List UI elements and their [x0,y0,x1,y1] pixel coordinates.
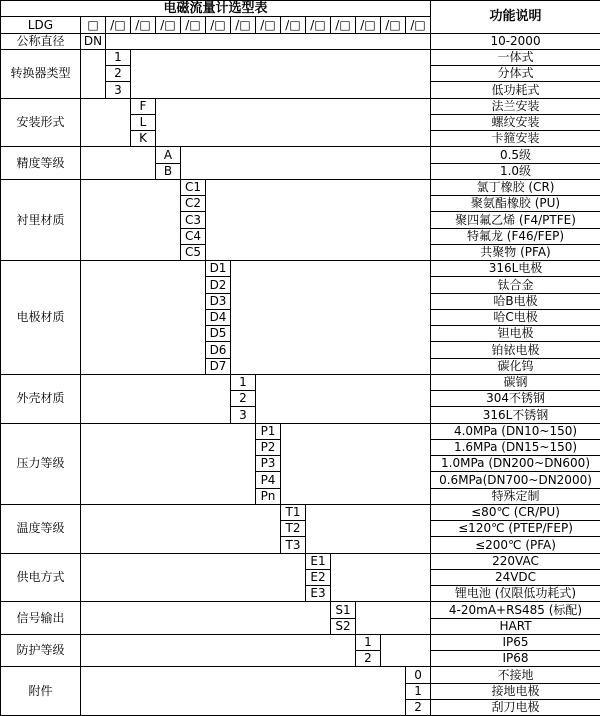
option-code-cell: E3 [306,586,331,602]
function-desc-cell: 特殊定制 [431,488,600,504]
empty-right-area [256,374,431,423]
table-body [1,1,600,716]
empty-right-area [231,261,431,375]
function-desc-cell: HART [431,618,600,634]
table-row [1,261,600,277]
category-label: 公称直径 [1,33,81,49]
function-desc-cell: 0.6MPa(DN700~DN2000) [431,472,600,488]
empty-left-area [81,261,206,375]
function-desc-cell: 特氟龙 (F46/FEP) [431,228,600,244]
option-code-cell: C1 [181,179,206,195]
category-label: 精度等级 [1,147,81,180]
option-code-cell: 1 [356,634,381,650]
option-code-cell: 0 [406,667,431,683]
function-desc-cell: 氯丁橡胶 (CR) [431,179,600,195]
option-code-cell: K [131,131,156,147]
category-label: 附件 [1,667,81,716]
option-code-cell: D6 [206,342,231,358]
function-desc-cell: 法兰安装 [431,98,600,114]
category-label: 信号输出 [1,602,81,635]
function-desc-cell: 1.6MPa (DN15~150) [431,439,600,455]
function-desc-cell: 10-2000 [431,33,600,49]
empty-right-area [281,423,431,504]
empty-left-area [81,423,256,504]
model-slot-box: /□ [156,17,181,33]
function-desc-cell: ≤200℃ (PFA) [431,537,600,553]
option-code-cell: DN [81,33,106,49]
option-code-cell: 2 [106,66,131,82]
model-slot-box: /□ [256,17,281,33]
function-desc-cell: 接地电极 [431,683,600,699]
empty-right-area [356,602,431,635]
table-row [1,553,600,569]
function-desc-cell: 0.5级 [431,147,600,163]
option-code-cell: P3 [256,456,281,472]
option-code-cell: Pn [256,488,281,504]
table-row [1,634,600,650]
empty-left-area [81,667,406,716]
function-desc-cell: 钽电极 [431,326,600,342]
model-slot-box: /□ [206,17,231,33]
category-label: 转换器类型 [1,49,81,98]
category-label: 防护等级 [1,634,81,667]
category-label: 压力等级 [1,423,81,504]
option-code-cell: 2 [231,391,256,407]
table-row [1,98,600,114]
function-column-header: 功能说明 [431,1,600,34]
function-desc-cell: 316L电极 [431,261,600,277]
model-slot-box: /□ [131,17,156,33]
option-code-cell: T2 [281,521,306,537]
category-label: 外壳材质 [1,374,81,423]
option-code-cell: C4 [181,228,206,244]
empty-right-area [156,98,431,147]
option-code-cell: S2 [331,618,356,634]
empty-right-area [131,49,431,98]
table-row [1,179,600,195]
function-desc-cell: 哈B电极 [431,293,600,309]
model-slot-box: /□ [356,17,381,33]
function-desc-cell: 分体式 [431,66,600,82]
model-slot-box: /□ [406,17,431,33]
function-desc-cell: 哈C电极 [431,309,600,325]
function-desc-cell: 220VAC [431,553,600,569]
function-desc-cell: 304不锈钢 [431,391,600,407]
model-slot-box: /□ [381,17,406,33]
empty-right-area [106,33,431,49]
function-desc-cell: 锂电池 (仅限低功耗式) [431,586,600,602]
function-desc-cell: 低功耗式 [431,82,600,98]
empty-right-area [306,504,431,553]
category-label: 温度等级 [1,504,81,553]
table-row [1,423,600,439]
function-desc-cell: 碳化钨 [431,358,600,374]
empty-left-area [81,504,281,553]
function-desc-cell: 一体式 [431,49,600,65]
option-code-cell: T1 [281,504,306,520]
option-code-cell: 1 [231,374,256,390]
option-code-cell: D4 [206,309,231,325]
table-row [1,147,600,163]
option-code-cell: 1 [106,49,131,65]
model-first-box: □ [81,17,106,33]
model-slot-box: /□ [306,17,331,33]
empty-left-area [81,634,356,667]
model-prefix: LDG [1,17,81,33]
function-desc-cell: 螺纹安装 [431,114,600,130]
function-desc-cell: 聚氨酯橡胶 (PU) [431,196,600,212]
model-slot-box: /□ [331,17,356,33]
option-code-cell: P1 [256,423,281,439]
option-code-cell: F [131,98,156,114]
option-code-cell: L [131,114,156,130]
table-row [1,602,600,618]
option-code-cell: 2 [356,651,381,667]
option-code-cell: C3 [181,212,206,228]
option-code-cell: D1 [206,261,231,277]
category-label: 供电方式 [1,553,81,602]
function-desc-cell: 1.0MPa (DN200~DN600) [431,456,600,472]
option-code-cell: A [156,147,181,163]
table-title: 电磁流量计选型表 [1,1,431,17]
empty-right-area [206,179,431,260]
option-code-cell: P4 [256,472,281,488]
function-desc-cell: IP65 [431,634,600,650]
option-code-cell: C5 [181,244,206,260]
function-desc-cell: 4.0MPa (DN10~150) [431,423,600,439]
option-code-cell: D7 [206,358,231,374]
option-code-cell: E2 [306,569,331,585]
table-row [1,33,600,49]
option-code-cell: 3 [231,407,256,423]
function-desc-cell: 聚四氟乙烯 (F4/PTFE) [431,212,600,228]
empty-right-area [331,553,431,602]
model-slot-box: /□ [231,17,256,33]
option-code-cell: E1 [306,553,331,569]
empty-left-area [81,147,156,180]
option-code-cell: P2 [256,439,281,455]
option-code-cell: 2 [406,699,431,715]
function-desc-cell: IP68 [431,651,600,667]
model-slot-box: /□ [181,17,206,33]
option-code-cell: S1 [331,602,356,618]
empty-right-area [181,147,431,180]
option-code-cell: C2 [181,196,206,212]
function-desc-cell: 不接地 [431,667,600,683]
function-desc-cell: 316L不锈钢 [431,407,600,423]
option-code-cell: D3 [206,293,231,309]
function-desc-cell: 卡箍安装 [431,131,600,147]
empty-right-area [381,634,431,667]
function-desc-cell: 共聚物 (PFA) [431,244,600,260]
option-code-cell: B [156,163,181,179]
function-desc-cell: 24VDC [431,569,600,585]
category-label: 安装形式 [1,98,81,147]
empty-left-area [81,374,231,423]
function-desc-cell: ≤120℃ (PTEP/FEP) [431,521,600,537]
table-row [1,374,600,390]
option-code-cell: D2 [206,277,231,293]
category-label: 衬里材质 [1,179,81,260]
function-desc-cell: 碳钢 [431,374,600,390]
empty-left-area [81,553,306,602]
function-desc-cell: 刮刀电极 [431,699,600,715]
option-code-cell: 3 [106,82,131,98]
function-desc-cell: 1.0级 [431,163,600,179]
table-row [1,49,600,65]
empty-left-area [81,98,131,147]
model-slot-box: /□ [281,17,306,33]
table-row [1,667,600,683]
function-desc-cell: 4-20mA+RS485 (标配) [431,602,600,618]
empty-left-area [81,602,331,635]
function-desc-cell: ≤80℃ (CR/PU) [431,504,600,520]
function-desc-cell: 钛合金 [431,277,600,293]
model-slot-box: /□ [106,17,131,33]
table-row [1,504,600,520]
empty-left-area [81,179,181,260]
option-code-cell: T3 [281,537,306,553]
option-code-cell: D5 [206,326,231,342]
function-desc-cell: 铂铱电极 [431,342,600,358]
option-code-cell: 1 [406,683,431,699]
empty-left-area [81,49,106,98]
category-label: 电极材质 [1,261,81,375]
